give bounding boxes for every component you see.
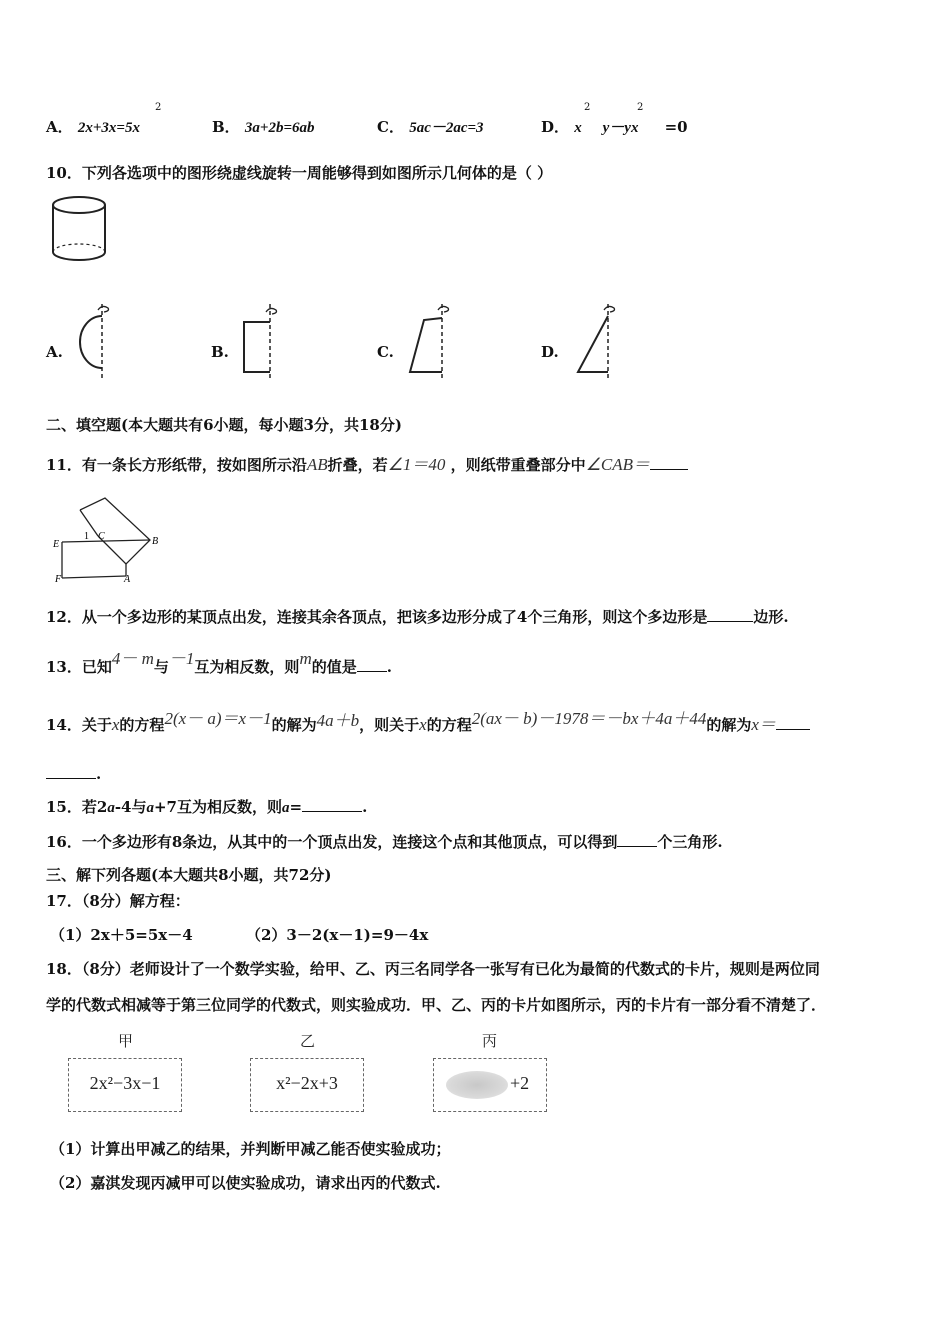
q14-answer-blank-part2[interactable]	[46, 764, 96, 779]
q10-option-c-label: C.	[377, 343, 394, 361]
cylinder-figure	[48, 192, 112, 264]
fig-label-c: C	[98, 531, 105, 542]
q15-text: 15．若2a-4与a+7互为相反数，则a= .	[46, 798, 368, 816]
card-jia-label: 甲	[118, 1032, 134, 1050]
option-d-triangle-figure	[566, 300, 626, 384]
option-b-rectangle-figure	[236, 300, 296, 384]
q16-text: 16．一个多边形有8条边，从其中的一个顶点出发，连接这个点和其他顶点，可以得到 个三角形.	[46, 833, 723, 851]
q11-answer-blank[interactable]	[650, 455, 688, 470]
option-c-trapezoid-figure	[400, 300, 460, 384]
card-jia	[68, 1058, 182, 1112]
card-yi	[250, 1058, 364, 1112]
q18-line2: 学的代数式相减等于第三位同学的代数式，则实验成功．甲、乙、丙的卡片如图所示，丙的卡片有一部分看不清楚了．	[46, 996, 827, 1014]
q10-stem: 10．下列各选项中的图形绕虚线旋转一周能够得到如图所示几何体的是（ ）	[46, 164, 553, 182]
fig-label-b: B	[152, 536, 159, 547]
q9-option-c: C． 5ac－2ac=3	[377, 118, 484, 136]
fig-label-a: A	[124, 574, 131, 584]
fig-label-f: F	[55, 574, 62, 584]
q15-answer-blank[interactable]	[302, 797, 362, 812]
section-2-heading: 二、填空题(本大题共有6小题，每小题3分，共18分)	[46, 416, 402, 434]
q11-text: 11．有一条长方形纸带，按如图所示沿AB折叠，若∠1＝40 ，则纸带重叠部分中∠CAB＝	[46, 450, 688, 475]
q10-option-d-label: D.	[541, 343, 559, 361]
q9-d-exponent-2: 2	[637, 102, 644, 113]
q16-answer-blank[interactable]	[617, 832, 657, 847]
q9-option-d: D． x y－yx =0	[541, 118, 688, 136]
option-a-semicircle-figure	[64, 300, 124, 384]
card-jia-expression: 2x²−3x−1	[89, 1073, 161, 1093]
q9-option-a: A． 2x+3x=5x	[46, 118, 140, 136]
card-bing	[433, 1058, 547, 1112]
card-bing-label: 丙	[482, 1032, 498, 1050]
q12-answer-blank[interactable]	[707, 607, 753, 622]
q14-text-continued: .	[46, 764, 101, 783]
q14-text: 14．关于x的方程2(x－ a)＝x－1的解为4a＋b，则关于x的方程2(ax－ b)－1978＝－bx＋4a＋44的解为x＝	[46, 710, 810, 735]
fig-label-e: E	[53, 539, 60, 550]
q9-d-exponent-1: 2	[584, 102, 591, 113]
q17-sub1: （1）2x＋5=5x－4	[50, 926, 193, 944]
q17-sub2: （2）3－2(x－1)=9－4x	[246, 926, 429, 944]
fig-label-1: 1	[84, 531, 89, 542]
q11-folded-strip-figure	[50, 492, 170, 584]
q9-option-b: B． 3a+2b=6ab	[212, 118, 315, 136]
q9-a-exponent: 2	[155, 102, 162, 113]
q13-text: 13．已知4－ m与－1互为相反数，则m的值是 .	[46, 649, 392, 676]
card-bing-expression: +2	[510, 1073, 530, 1093]
card-yi-label: 乙	[300, 1032, 316, 1050]
q10-option-b-label: B.	[211, 343, 229, 361]
q18-line1: 18．（8分）老师设计了一个数学实验，给甲、乙、丙三名同学各一张写有已化为最简的代数式的卡片，规则是两位同	[46, 960, 820, 978]
section-3-heading: 三、解下列各题(本大题共8小题，共72分)	[46, 866, 332, 884]
q10-option-a-label: A.	[46, 343, 63, 361]
q17-stem: 17．（8分）解方程：	[46, 892, 190, 910]
card-yi-expression: x²−2x+3	[276, 1073, 338, 1093]
q18-sub2: （2）嘉淇发现丙减甲可以使实验成功，请求出丙的代数式.	[50, 1174, 441, 1192]
q13-answer-blank[interactable]	[357, 657, 387, 672]
q18-sub1: （1）计算出甲减乙的结果，并判断甲减乙能否使实验成功；	[50, 1140, 451, 1158]
blurred-smudge	[446, 1071, 508, 1099]
q14-answer-blank-part1[interactable]	[776, 715, 810, 730]
q12-text: 12．从一个多边形的某顶点出发，连接其余各顶点，把该多边形分成了4个三角形，则这个多边形是 边形.	[46, 608, 789, 626]
